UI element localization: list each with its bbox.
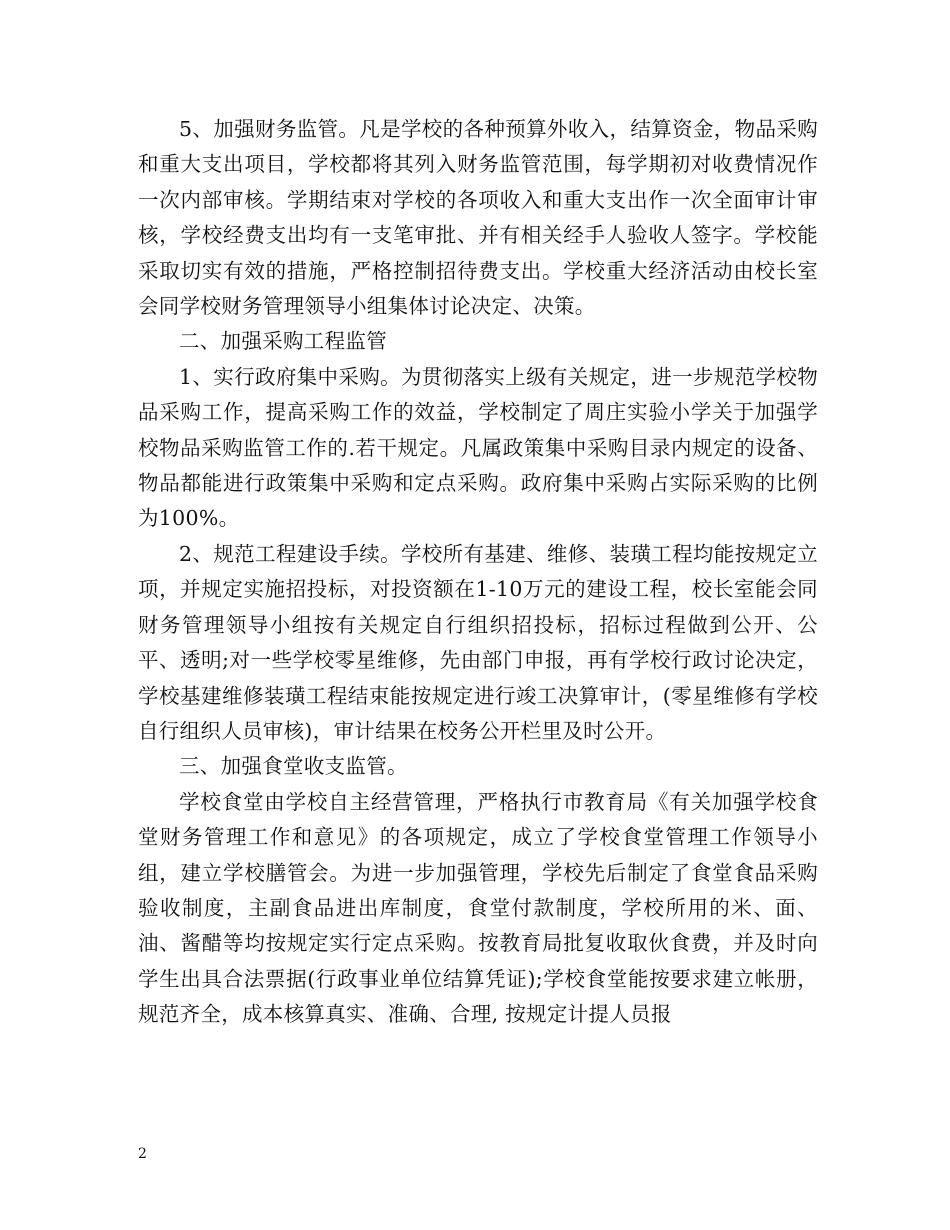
document-body (138, 112, 818, 1033)
paragraph-construction-procedures: 2、规范工程建设手续。学校所有基建、维修、装璜工程均能按规定立项，并规定实施招投标，对投资额在1-10万元的建设工程，校长室能会同财务管理领导小组按有关规定自行组织招投标，招标过程做到公开、公平、透明;对一些学校零星维修，先由部门申报，再有学校行政讨论决定，学校基建维修装璜工程结束能按规定进行竣工决算审计，(零星维修有学校自行组织人员审核)，审计结果在校务公开栏里及时公开。 (138, 541, 818, 743)
heading-canteen-supervision: 三、加强食堂收支监管。 (179, 754, 408, 779)
page-number: 2 (138, 1146, 147, 1162)
paragraph-canteen-management: 学校食堂由学校自主经营管理，严格执行市教育局《有关加强学校食堂财务管理工作和意见》的各项规定，成立了学校食堂管理工作领导小组，建立学校膳管会。为进一步加强管理，学校先后制定了食堂食品采购验收制度，主副食品进出库制度，食堂付款制度，学校所用的米、面、油、酱醋等均按规定实行定点采购。按教育局批复收取伙食费，并及时向学生出具合法票据(行政事业单位结算凭证);学校食堂能按要求建立帐册，规范齐全，成本核算真实、准确、合理, 按规定计提人员报 (138, 789, 818, 1027)
paragraph-financial-supervision: 5、加强财务监管。凡是学校的各种预算外收入，结算资金，物品采购和重大支出项目，学校都将其列入财务监管范围，每学期初对收费情况作一次内部审核。学期结束对学校的各项收入和重大支出作一次全面审计审核，学校经费支出均有一支笔审批、并有相关经手人验收人签字。学校能采取切实有效的措施，严格控制招待费支出。学校重大经济活动由校长室会同学校财务管理领导小组集体讨论决定、决策。 (138, 117, 818, 319)
paragraph-government-procurement: 1、实行政府集中采购。为贯彻落实上级有关规定，进一步规范学校物品采购工作，提高采购工作的效益，学校制定了周庄实验小学关于加强学校物品采购监管工作的.若干规定。凡属政策集中采购目录内规定的设备、物品都能进行政策集中采购和定点采购。政府集中采购占实际采购的比例为100%。 (138, 364, 818, 531)
heading-procurement-supervision: 二、加强采购工程监管 (179, 329, 387, 354)
